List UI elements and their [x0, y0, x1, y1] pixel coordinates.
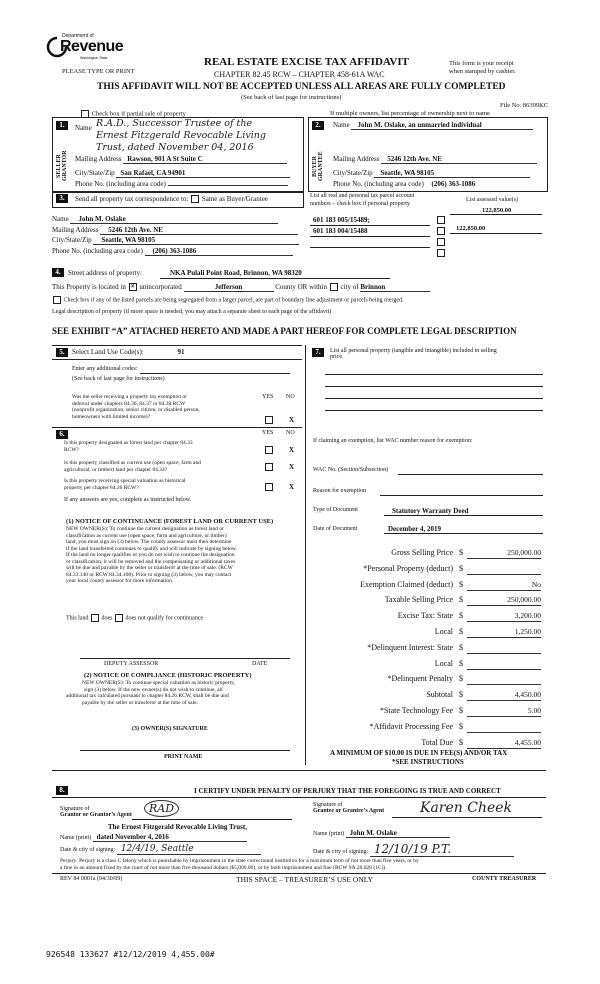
- corr-city-row: [52, 236, 299, 245]
- yes-header-6: YES: [262, 430, 274, 436]
- please-type: PLEASE TYPE OR PRINT: [62, 68, 135, 75]
- file-number: File No. 86399KC: [500, 102, 549, 109]
- parcel-2-personal-checkbox[interactable]: [437, 227, 445, 235]
- parcel-1-personal-checkbox[interactable]: [437, 216, 445, 224]
- exemption-no-mark[interactable]: X: [289, 416, 295, 424]
- buyer-name-input[interactable]: John M. Oslake, an unmarried individual: [351, 121, 533, 130]
- calc-row: [313, 611, 545, 623]
- unincorporated-label: unincorporated: [139, 283, 182, 291]
- corr-name-label: Name: [52, 215, 69, 223]
- calc-row: [313, 548, 545, 560]
- calc-value[interactable]: [467, 722, 541, 733]
- seller-name-line2[interactable]: Ernest Fitzgerald Revocable Living: [96, 130, 266, 141]
- cashier-stamp: 926548 133627 #12/12/2019 4,455.00#: [46, 950, 215, 959]
- buyer-mailing-input[interactable]: 5246 12th Ave. NE: [381, 155, 537, 164]
- logo-dept: Department of: [62, 33, 94, 39]
- buyer-phone-label: Phone No. (including area code): [333, 180, 424, 188]
- land-use-code[interactable]: 91: [177, 348, 185, 356]
- send-correspondence-row: [75, 195, 268, 203]
- calc-value[interactable]: 4,455.00: [467, 738, 541, 749]
- deputy-assessor-label: DEPUTY ASSESSOR: [104, 661, 159, 667]
- buyer-phone-row: [333, 180, 475, 188]
- parcel-header-2: numbers – check box if personal property: [310, 201, 410, 207]
- send-correspondence-label: Send all property tax correspondence to:: [75, 195, 189, 203]
- see-back-instructions: (See back of last page for instructions): [241, 94, 342, 101]
- if-yes-note: If any answers are yes, complete as instructed below.: [64, 497, 192, 503]
- buyer-side-label: BUYER GRANTEE: [312, 151, 324, 181]
- buyer-mailing-label: Mailing Address: [333, 155, 380, 163]
- calc-value[interactable]: 250,000.00: [467, 595, 541, 606]
- calc-dollar-sign: $: [459, 611, 463, 620]
- calc-value[interactable]: 1,250.00: [467, 627, 541, 638]
- segregated-row: [52, 296, 403, 304]
- assessed-value-1[interactable]: 122,850.00: [482, 207, 512, 214]
- buyer-city-input[interactable]: Seattle, WA 98105: [374, 169, 530, 178]
- minimum-due-notice: A MINIMUM OF $10.00 IS DUE IN FEE(S) AND/OR TAX: [330, 749, 508, 757]
- notice-continuance-body: NEW OWNER(S): To continue the current designation as forest land or classification as current use (open space, farm and agriculture, or timber) land, you must sign on (3) below. The county assessor must then determine if the land transferred continues to qualify and will indicate by signing below. If the land no longer qualifies or you do not wish to continue the designation or classification, it will be removed and the compensating or additional taxes will be due and payable by the seller or transferor at the time of sale. (RCW 84.33.140 or RCW 84.34.108). Prior to signing (3) below, you may contact your local county assessor for more information.: [66, 526, 237, 584]
- corr-mailing-label: Mailing Address: [52, 226, 99, 234]
- section-6-num: 6.: [56, 430, 68, 439]
- calc-dollar-sign: $: [459, 674, 463, 683]
- parcel-header-1: List all real and personal tax parcel account: [310, 193, 415, 199]
- location-row: [52, 283, 430, 292]
- calc-row: [313, 690, 545, 702]
- receipt-note-2: when stamped by cashier.: [449, 68, 516, 75]
- receipt-note-1: This form is your receipt: [449, 60, 514, 67]
- calc-value[interactable]: [467, 643, 541, 654]
- treasurer-use-only: THIS SPACE – TREASURER’S USE ONLY: [236, 875, 373, 884]
- personal-property-label: List all personal property (tangible and intangible) included in selling price.: [330, 348, 497, 360]
- calc-value[interactable]: [467, 674, 541, 685]
- corr-phone-label: Phone No. (including area code): [52, 247, 143, 255]
- notice-compliance-title: (2) NOTICE OF COMPLIANCE (HISTORIC PROPERTY): [84, 672, 252, 679]
- seller-city-label: City/State/Zip: [75, 169, 115, 177]
- multiple-owners-note: If multiple owners, list percentage of ownership next to name: [330, 110, 490, 117]
- yes-header-5: YES: [262, 394, 274, 400]
- claiming-exemption-label: If claiming an exemption, list WAC number reason for exemption:: [313, 438, 473, 444]
- grantee-date-input[interactable]: 12/10/19 P.T.: [370, 842, 514, 857]
- corr-city-label: City/State/Zip: [52, 236, 92, 244]
- section-8-num: 8.: [56, 786, 68, 795]
- print-name-label: PRINT NAME: [164, 754, 203, 760]
- form-revision: REV 84 0001a (04/30/09): [60, 876, 123, 882]
- see-instructions: *SEE INSTRUCTIONS: [392, 758, 464, 766]
- calc-label: *Personal Property (deduct): [363, 564, 453, 573]
- section-7-num: 7.: [312, 348, 324, 357]
- calc-dollar-sign: $: [459, 564, 463, 573]
- calc-label: Local: [434, 627, 453, 636]
- assessed-value-2[interactable]: 122,850.00: [456, 225, 486, 232]
- buyer-name-row: [333, 121, 533, 130]
- calc-label: Taxable Selling Price: [384, 595, 453, 604]
- calc-row: [313, 674, 545, 686]
- land-does-checkbox[interactable]: [91, 614, 99, 622]
- calc-value[interactable]: 4,450.00: [467, 690, 541, 701]
- parcel-1[interactable]: 601 183 005/15489;: [313, 216, 370, 224]
- grantor-trust-name: The Ernest Fitzgerald Revocable Living Trust,: [108, 823, 247, 831]
- deputy-date-label: DATE: [252, 661, 268, 667]
- calc-label: *State Technology Fee: [379, 706, 453, 715]
- legal-description-label: Legal description of property (if more space is needed, you may attach a separate sheet to each page of the affidavit): [52, 309, 332, 315]
- type-doc-value[interactable]: Statutory Warranty Deed: [392, 507, 469, 515]
- corr-name-input[interactable]: John M. Oslake: [70, 215, 278, 224]
- seller-city-row: [75, 169, 290, 178]
- grantor-name-input[interactable]: dated November 4, 2016: [93, 833, 247, 842]
- same-as-buyer-checkbox[interactable]: [191, 195, 199, 203]
- corr-mailing-row: [52, 226, 298, 235]
- seller-mailing-row: [75, 155, 287, 164]
- corr-name-row: [52, 215, 278, 224]
- seller-name-line3[interactable]: Trust, dated November 04, 2016: [96, 142, 254, 153]
- form-title: REAL ESTATE EXCISE TAX AFFIDAVIT: [204, 56, 409, 68]
- calc-value[interactable]: 5.00: [467, 706, 541, 717]
- unincorporated-checkbox[interactable]: ✕: [130, 284, 136, 291]
- calc-dollar-sign: $: [459, 738, 463, 747]
- county-treasurer-label: COUNTY TREASURER: [472, 876, 537, 882]
- segregated-label: Check box if any of the listed parcels are being segregated from a larger parcel, are part of boundary line adjustment or parcels being merged.: [63, 297, 404, 304]
- forest-question: Is this property designated as forest land per chapter 84.33 RCW?: [64, 440, 193, 453]
- current-use-question: Is this property classified as current use (open space, farm and agricultural, or timber) land per chapter 84.34?: [64, 460, 201, 473]
- seller-mailing-input[interactable]: Rawson, 901 A St Suite C: [123, 155, 287, 164]
- section-2-num: 2.: [312, 121, 324, 130]
- calc-row: [313, 738, 545, 750]
- calc-row: [313, 659, 545, 671]
- parcel-2[interactable]: 601 183 004/15488: [313, 227, 368, 235]
- logo-revenue: Revenue: [60, 38, 124, 55]
- calc-row: [313, 580, 545, 592]
- seller-phone-row: [75, 180, 288, 188]
- land-use-see-back: (See back of last page for instructions): [72, 376, 165, 382]
- calc-dollar-sign: $: [459, 706, 463, 715]
- city-checkbox[interactable]: [330, 283, 338, 291]
- corr-mailing-input[interactable]: 5246 12th Ave. NE: [100, 226, 298, 235]
- seller-city-input[interactable]: San Rafael, CA 94901: [116, 169, 290, 178]
- calc-row: [313, 722, 545, 734]
- calc-dollar-sign: $: [459, 595, 463, 604]
- calc-label: Local: [434, 659, 453, 668]
- no-header-6: NO: [286, 430, 295, 436]
- exemption-question: Was the seller receiving a property tax exemption or deferral under chapters 84.36, 84.37 or 84.38 RCW (nonprofit organization, senior citizen, or disabled person, homeowners with limited income)?: [72, 394, 200, 420]
- certify-perjury: I CERTIFY UNDER PENALTY OF PERJURY THAT THE FOREGOING IS TRUE AND CORRECT: [194, 787, 501, 795]
- not-accepted-notice: THIS AFFIDAVIT WILL NOT BE ACCEPTED UNLESS ALL AREAS ARE FULLY COMPLETED: [97, 82, 506, 92]
- grantee-name-input[interactable]: John M. Oslake: [346, 829, 450, 838]
- dor-logo: [46, 30, 124, 66]
- wac-label: WAC No. (Section/Subsection): [313, 467, 389, 473]
- calc-label: *Delinquent Interest: State: [367, 643, 453, 652]
- grantee-name-row: Name (print) John M. Oslake: [313, 829, 450, 838]
- grantor-sig-label: Signature of Grantor or Grantor’s Agent: [60, 806, 132, 818]
- calc-label: Exemption Claimed (deduct): [360, 580, 453, 589]
- buyer-city-row: [333, 169, 530, 178]
- corr-phone-row: [52, 247, 293, 256]
- calc-row: [313, 564, 545, 576]
- grantee-date-row: Date & city of signing: 12/10/19 P.T.: [313, 842, 514, 857]
- historic-no-mark[interactable]: X: [289, 483, 295, 491]
- seller-phone-input[interactable]: [168, 185, 288, 186]
- parcel-4-personal-checkbox[interactable]: [437, 249, 445, 257]
- seller-name-line1[interactable]: R.A.D., Successor Trustee of the: [96, 118, 253, 129]
- calc-row: [313, 643, 545, 655]
- calc-dollar-sign: $: [459, 643, 463, 652]
- land-use-label: Select Land Use Code(s):: [72, 348, 144, 356]
- no-header-5: NO: [286, 394, 295, 400]
- calc-value[interactable]: [467, 564, 541, 575]
- seller-mailing-label: Mailing Address: [75, 155, 122, 163]
- city-input[interactable]: Brinnon: [360, 283, 430, 292]
- segregated-checkbox[interactable]: [53, 296, 61, 304]
- calc-dollar-sign: $: [459, 627, 463, 636]
- date-doc-value[interactable]: December 4, 2019: [388, 525, 441, 533]
- section-3-num: 3.: [56, 194, 68, 203]
- forest-no-mark[interactable]: X: [289, 446, 295, 454]
- notice-compliance-body: NEW OWNER(S): To continue special valuation as historic property, sign (3) below. If the new owner(s) do not wish to continue, all additional tax calculated pursuant to chapter 84.26 RCW, shall be due and payable by the seller or transferor at the time of sale.: [66, 680, 235, 706]
- logo-state: Washington State: [80, 56, 108, 60]
- corr-city-input[interactable]: Seattle, WA 98105: [93, 236, 299, 245]
- section-1-num: 1.: [56, 121, 68, 130]
- perjury-warning: Perjury: Perjury is a class C felony which is punishable by imprisonment in the state correctional institution for a maximum term of not more than five years, or by a fine in an amount fixed by the court of not more than five thousand dollars ($5,000.00), or by both imprisonment and fine (RCW 9A.20.020 (1C)).: [60, 858, 419, 871]
- exemption-yes-checkbox[interactable]: [265, 416, 273, 424]
- historic-question: Is this property receiving special valuation as historical property per chapter 84.26 RCW?: [64, 478, 186, 491]
- calc-dollar-sign: $: [459, 690, 463, 699]
- calc-value[interactable]: [467, 659, 541, 670]
- land-does-not-checkbox[interactable]: [115, 614, 123, 622]
- seller-phone-label: Phone No. (including area code): [75, 180, 166, 188]
- calc-value[interactable]: 3,200.00: [467, 611, 541, 622]
- date-doc-label: Date of Document: [313, 526, 358, 532]
- calc-dollar-sign: $: [459, 548, 463, 557]
- seller-name-label: Name: [75, 124, 92, 132]
- historic-yes-checkbox[interactable]: [265, 483, 273, 491]
- parcel-3-personal-checkbox[interactable]: [437, 238, 445, 246]
- calc-row: [313, 706, 545, 718]
- city-of-label: city of: [340, 283, 359, 291]
- buyer-phone-input[interactable]: (206) 363-1086: [431, 180, 476, 188]
- notice-continuance-title: (1) NOTICE OF CONTINUANCE (FOREST LAND OR CURRENT USE): [66, 518, 274, 525]
- calc-label: Subtotal: [426, 690, 453, 699]
- calc-dollar-sign: $: [459, 659, 463, 668]
- calc-value[interactable]: 250,000.00: [467, 548, 541, 559]
- section-5-num: 5.: [56, 348, 68, 357]
- owner-signature-label: (3) OWNER(S) SIGNATURE: [132, 726, 208, 732]
- calc-label: Total Due: [421, 738, 453, 747]
- exhibit-a-notice: SEE EXHIBIT “A” ATTACHED HERETO AND MADE A PART HEREOF FOR COMPLETE LEGAL DESCRIPTION: [52, 326, 517, 336]
- buyer-city-label: City/State/Zip: [333, 169, 373, 177]
- buyer-name-label: Name: [333, 121, 350, 129]
- calc-label: *Delinquent Penalty: [387, 674, 453, 683]
- calc-dollar-sign: $: [459, 722, 463, 731]
- calc-label: *Affidavit Processing Fee: [369, 722, 453, 731]
- street-address[interactable]: NKA Pulali Point Road, Brinnon, WA 98320: [170, 269, 302, 277]
- calc-row: [313, 595, 545, 607]
- current-use-no-mark[interactable]: X: [289, 463, 295, 471]
- type-doc-label: Type of Document: [313, 507, 358, 513]
- street-label: Street address of property:: [68, 269, 143, 277]
- calc-row: [313, 627, 545, 639]
- calc-dollar-sign: $: [459, 580, 463, 589]
- partial-sale-label: Check box if partial sale of property: [91, 110, 186, 118]
- same-as-buyer-label: Same as Buyer/Grantee: [201, 195, 268, 203]
- calc-label: Excise Tax: State: [397, 611, 453, 620]
- buyer-mailing-row: [333, 155, 537, 164]
- reason-label: Reason for exemption: [313, 488, 366, 494]
- current-use-yes-checkbox[interactable]: [265, 463, 273, 471]
- calc-label: Gross Selling Price: [391, 548, 453, 557]
- section-4-num: 4.: [52, 268, 64, 277]
- grantee-signature[interactable]: Karen Cheek: [420, 800, 513, 816]
- grantor-signature[interactable]: RAD: [144, 800, 179, 817]
- calc-value[interactable]: No: [467, 580, 541, 591]
- forest-yes-checkbox[interactable]: [265, 446, 273, 454]
- county-input[interactable]: Jefferson: [184, 283, 274, 292]
- grantor-date-input[interactable]: 12/4/19, Seattle: [117, 844, 261, 855]
- grantor-date-row: Date & city of signing: 12/4/19, Seattle: [60, 844, 261, 855]
- enter-additional-codes: Enter any additional codes:: [72, 366, 138, 372]
- located-label: This Property is located in: [52, 283, 126, 291]
- grantor-name-row: Name (print) dated November 4, 2016: [60, 833, 247, 842]
- land-use-row: [72, 348, 184, 356]
- land-qualify-row: This land does does not qualify for continuance: [66, 615, 204, 622]
- corr-phone-input[interactable]: (206) 363-1086: [145, 247, 293, 256]
- assessed-header: List assessed value(s): [466, 197, 518, 203]
- county-or-label: County OR within: [275, 283, 327, 291]
- seller-side-label: SELLER GRANTOR: [56, 150, 68, 182]
- form-chapter: CHAPTER 82.45 RCW – CHAPTER 458-61A WAC: [214, 70, 385, 79]
- grantee-sig-label: Signature of Grantee or Grantee’s Agent: [313, 802, 385, 814]
